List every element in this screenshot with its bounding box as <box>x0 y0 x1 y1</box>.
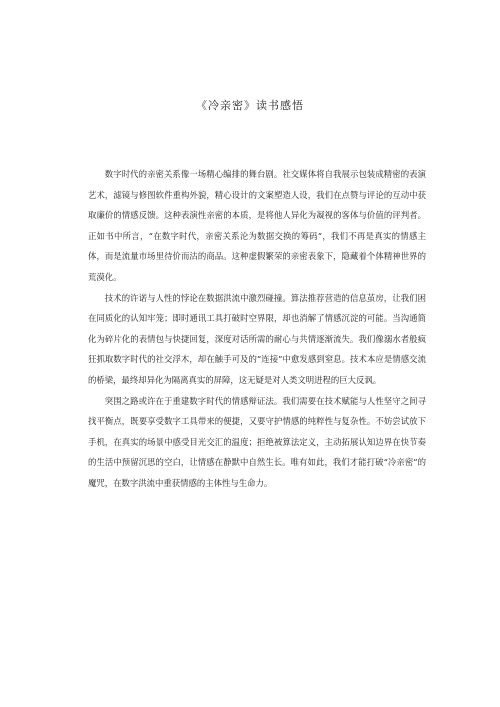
document-title: 《冷亲密》读书感悟 <box>196 99 304 112</box>
paragraph: 突围之路或许在于重建数字时代的情感辩证法。我们需要在技术赋能与人性坚守之间寻找平衡点，既要享受数字工具带来的便捷，又要守护情感的纯粹性与复杂性。不妨尝试放下手机，在真实的场景中感受目光交汇的温度；拒绝被算法定义，主动拓展认知边界在快节奏的生活中预留沉思的空白，让情感在静默中自然生长。唯有如此，我们才能打破“冷亲密”的魔咒，在数字洪流中重获情感的主体性与生命力。 <box>88 395 426 488</box>
document-body <box>88 164 426 494</box>
paragraph: 技术的许诺与人性的悖论在数据洪流中激烈碰撞。算法推荐营造的信息茧房，让我们困在同质化的认知牢笼；即时通讯工具打破时空界限，却也消解了情感沉淀的可能。当沟通简化为碎片化的表情包与快捷回复，深度对话所需的耐心与共情逐渐流失。我们像溺水者般疯狂抓取数字时代的社交浮木，却在触手可及的“连接”中愈发感到窒息。技术本应是情感交流的桥梁，最终却异化为隔离真实的屏障，这无疑是对人类文明进程的巨大反讽。 <box>88 292 426 385</box>
paragraph: 数字时代的亲密关系像一场精心编排的舞台剧。社交媒体将自我展示包装成精密的表演艺术，滤镜与修图软件重构外貌，精心设计的文案塑造人设，我们在点赞与评论的互动中获取廉价的情感反馈。这种表演性亲密的本质，是将他人异化为凝视的客体与价值的评判者。正如书中所言，“在数字时代，亲密关系沦为数据交换的筹码”，我们不再是真实的情感主体，而是流量市场里待价而沽的商品。这种虚假繁荣的亲密表象下，隐藏着个体精神世界的荒漠化。 <box>88 169 426 282</box>
